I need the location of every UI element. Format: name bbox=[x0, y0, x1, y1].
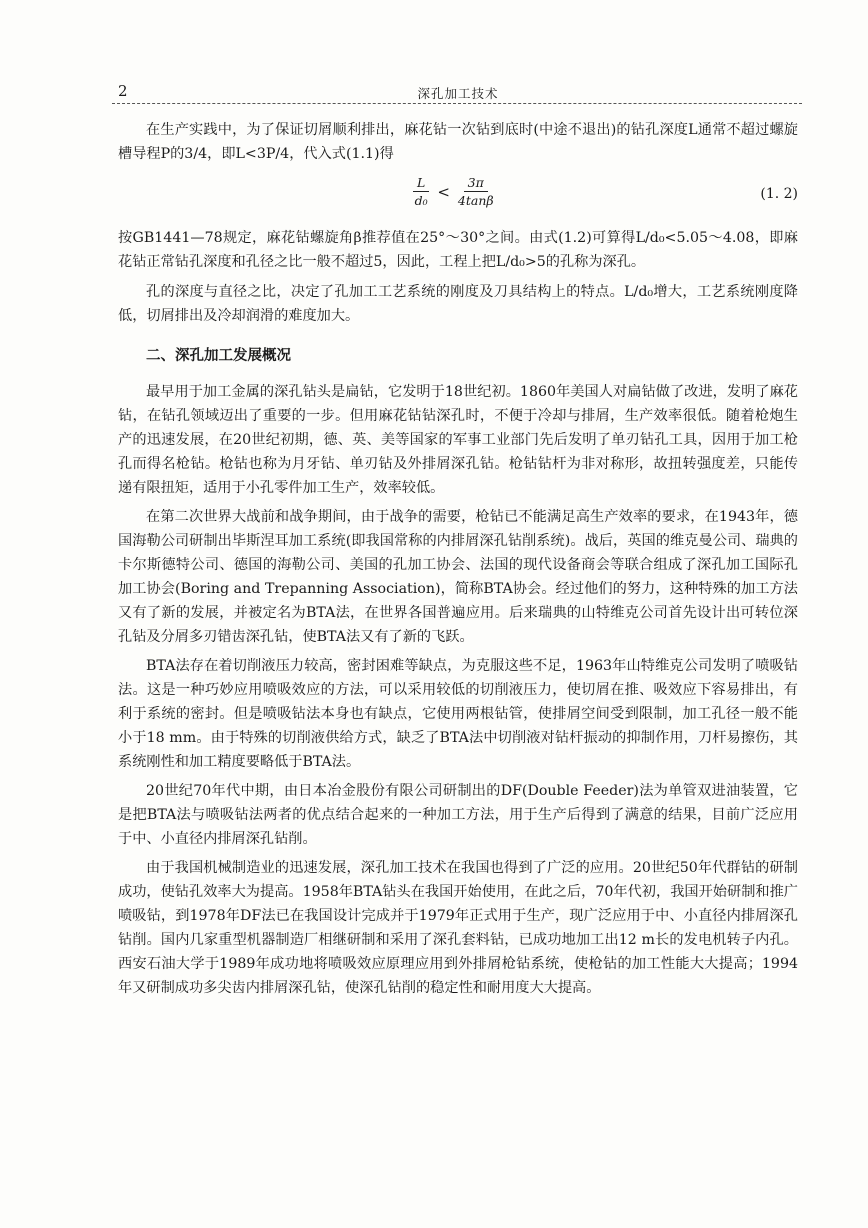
formula-1-2 bbox=[118, 170, 798, 222]
less-than-sign: < bbox=[437, 182, 450, 201]
paragraph-8: 由于我国机械制造业的迅速发展，深孔加工技术在我国也得到了广泛的应用。20世纪50年代群钻的研制成功，使钻孔效率大为提高。1958年BTA钻头在我国开始使用，在此之后，70年代初，我国开始研制和推广喷吸钻，到1978年DF法已在我国设计完成并于1979年正式用于生产，现广泛应用于中、小直径内排屑深孔钻削。国内几家重型机器制造厂相继研制和采用了深孔套料钻，已成功地加工出12 m长的发电机转子内孔。西安石油大学于1989年成功地将喷吸效应原理应用到外排屑枪钻系统，使枪钻的加工性能大大提高；1994年又研制成功多尖齿内排屑深孔钻，使深孔钻削的稳定性和耐用度大大提高。 bbox=[118, 860, 798, 996]
fraction-left-numerator: L bbox=[413, 174, 429, 192]
paragraph-1: 在生产实践中，为了保证切屑顺利排出，麻花钻一次钻到底时(中途不退出)的钻孔深度L通常不超过螺旋槽导程P的3/4，即L<3P/4，代入式(1.1)得 bbox=[118, 122, 798, 162]
section-heading: 二、深孔加工发展概况 bbox=[146, 348, 291, 364]
fraction-left-denominator: d₀ bbox=[414, 193, 428, 208]
fraction-right-numerator: 3π bbox=[464, 174, 488, 192]
fraction-right-denominator: 4tanβ bbox=[457, 193, 494, 208]
paragraph-3: 孔的深度与直径之比，决定了孔加工工艺系统的刚度及刀具结构上的特点。L/d₀增大，工艺系统刚度降低，切屑排出及冷却润滑的难度加大。 bbox=[118, 284, 798, 324]
inequality bbox=[413, 174, 494, 209]
header-rule bbox=[112, 103, 802, 104]
fraction-right bbox=[458, 174, 494, 209]
paragraph-6: BTA法存在着切削液压力较高，密封困难等缺点，为克服这些不足，1963年山特维克公司发明了喷吸钻法。这是一种巧妙应用喷吸效应的方法，可以采用较低的切削液压力，使切屑在推、吸效应下容易排出，有利于系统的密封。但是喷吸钻法本身也有缺点，它使用两根钻管，使排屑空间受到限制，加工孔径一般不能小于18 mm。由于特殊的切削液供给方式，缺乏了BTA法中切削液对钻杆振动的抑制作用，刀杆易擦伤，其系统刚性和加工精度要略低于BTA法。 bbox=[118, 658, 798, 770]
paragraph-7: 20世纪70年代中期，由日本冶金股份有限公司研制出的DF(Double Feeder)法为单管双进油装置，它是把BTA法与喷吸钻法两者的优点结合起来的一种加工方法，用于生产后得到了满意的结果，目前广泛应用于中、小直径内排屑深孔钻削。 bbox=[118, 783, 798, 847]
running-title: 深孔加工技术 bbox=[417, 86, 499, 101]
page-number: 2 bbox=[118, 82, 128, 100]
paragraph-5: 在第二次世界大战前和战争期间，由于战争的需要，枪钻已不能满足高生产效率的要求，在1943年，德国海勒公司研制出毕斯涅耳加工系统(即我国常称的内排屑深孔钻削系统)。战后，英国的维克曼公司、瑞典的卡尔斯德特公司、德国的海勒公司、美国的孔加工协会、法国的现代设备商会等联合组成了深孔加工国际孔加工协会(Boring and Trepanning Association)，简称BTA协会。经过他们的努力，这种特殊的加工方法又有了新的发展，并被定名为BTA法，在世界各国普遍应用。后来瑞典的山特维克公司首先设计出可转位深孔钻及分屑多刃错齿深孔钻，使BTA法又有了新的飞跃。 bbox=[118, 509, 798, 645]
paragraph-4: 最早用于加工金属的深孔钻头是扁钻，它发明于18世纪初。1860年美国人对扁钻做了改进，发明了麻花钻，在钻孔领域迈出了重要的一步。但用麻花钻钻深孔时，不便于冷却与排屑，生产效率很低。随着枪炮生产的迅速发展，在20世纪初期，德、英、美等国家的军事工业部门先后发明了单刃钻孔工具，因用于加工枪孔而得名枪钻。枪钻也称为月牙钻、单刃钻及外排屑深孔钻。枪钻钻杆为非对称形，故扭转强度差，只能传递有限扭矩，适用于小孔零件加工生产，效率较低。 bbox=[118, 384, 798, 496]
page-header bbox=[118, 82, 798, 102]
paragraph-2: 按GB1441—78规定，麻花钻螺旋角β推荐值在25°～30°之间。由式(1.2)可算得L/d₀<5.05～4.08，即麻花钻正常钻孔深度和孔径之比一般不超过5，因此，工程上把L/d₀>5的孔称为深孔。 bbox=[118, 230, 798, 270]
fraction-left bbox=[413, 174, 429, 209]
page-body bbox=[118, 118, 798, 1000]
equation-number: (1. 2) bbox=[760, 186, 798, 202]
